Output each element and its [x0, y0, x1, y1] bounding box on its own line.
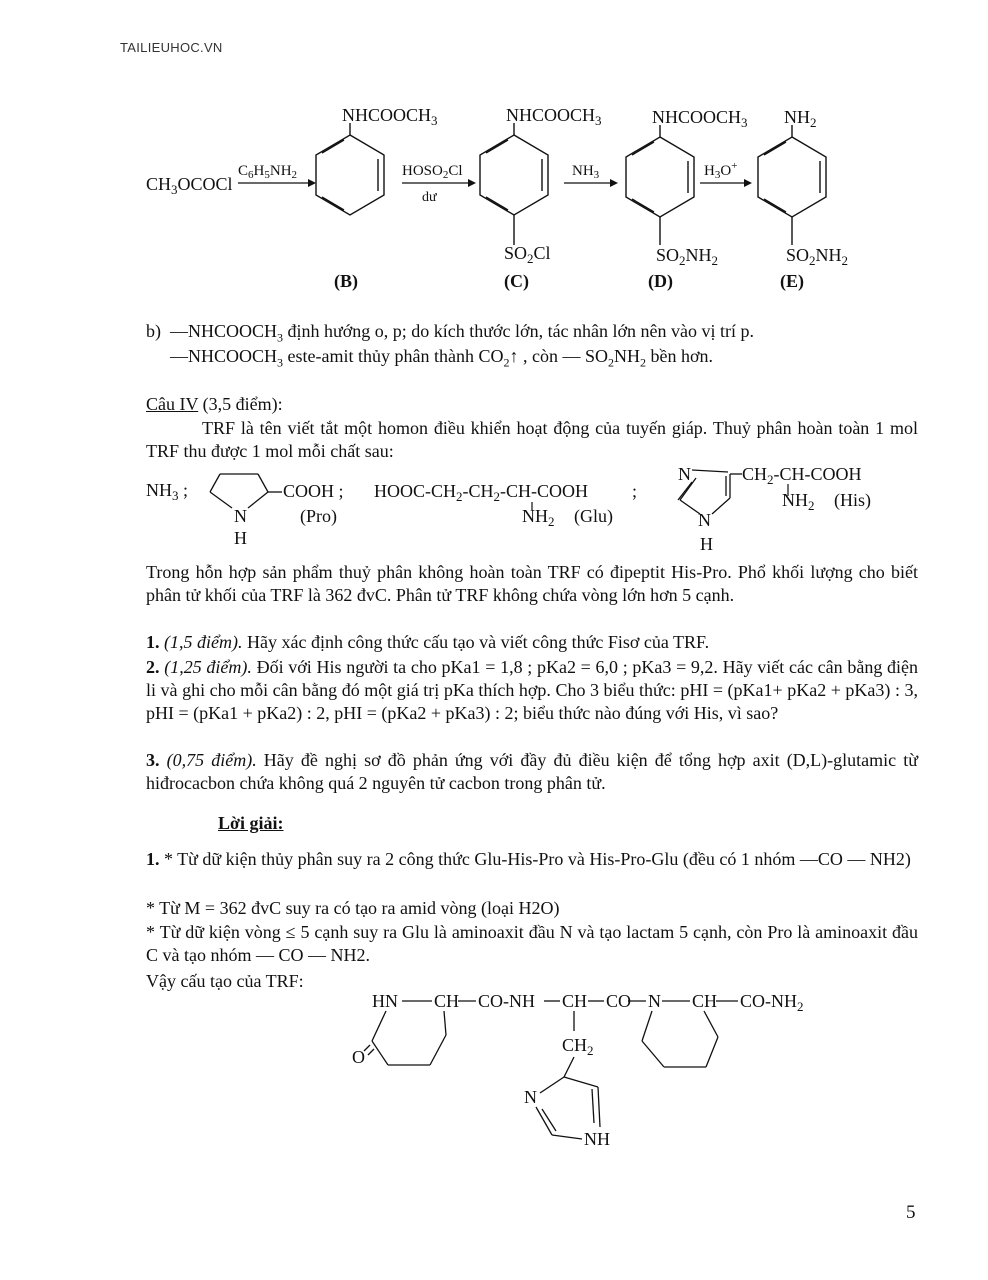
s1a-text: * Từ dữ kiện thủy phân suy ra 2 công thức Glu-His-Pro và His-Pro-Glu (đều có 1 nhóm —CO — NH2): [159, 849, 911, 869]
q2-text: Đối với His người ta cho pKa1 = 1,8 ; pKa2 = 6,0 ; pKa3 = 9,2. Hãy viết các cân bằng điện li và ghi cho mỗi cân bằng đó một giá trị pKa thích hợp. Cho 3 biểu thức: pHI = (pKa1+ pKa2 + pKa3) : 3, pHI = (pKa1 + pKa2) : 2, pHI = (pKa2 + pKa3) : 2; biểu thức nào đúng với His, vì sao?: [146, 657, 919, 723]
pro-label: (Pro): [300, 506, 337, 526]
subst-c-top: $NHCOOCH_3$: [506, 105, 602, 128]
hydrolysis-products: [140, 460, 900, 560]
site-header: TAILIEUHOC.VN: [120, 40, 223, 55]
trf-ch2-side: $CH_2$: [562, 1035, 594, 1058]
subst-d-bottom: $SO_2NH_2$: [656, 245, 719, 268]
s1-num: 1.: [146, 849, 160, 869]
question-points: (3,5 điểm):: [202, 394, 283, 414]
label-c: (C): [504, 271, 529, 291]
question-2: [146, 656, 918, 725]
his-chain: $CH_2-CH$-COOH: [742, 464, 862, 487]
arrow2-top: $HOSO_2Cl$: [402, 163, 463, 181]
benzene-ring-d: [626, 125, 694, 245]
arrow2-bottom: dư: [422, 190, 437, 205]
subst-c-bottom: $SO_2Cl$: [504, 243, 551, 266]
trf-ch3: CH: [692, 991, 718, 1011]
q1-points: (1,5 điểm).: [164, 632, 243, 652]
nh3: $NH_3$ ;: [146, 480, 189, 503]
arrow1-label: $C_6H_5NH_2$: [238, 163, 298, 181]
glu-formula: HOOC-$CH_2-CH_2-CH$-COOH: [374, 481, 589, 504]
glu-label: (Glu): [574, 506, 613, 526]
q3-text: Hãy đề nghị sơ đồ phản ứng với đầy đủ điều kiện để tổng hợp axit (D,L)-glutamic từ hiđrocacbon chứa không quá 2 nguyên tử cacbon trong phân tử.: [146, 750, 919, 793]
glu-nh2: $NH_2$: [522, 506, 555, 529]
subst-e-bottom: $SO_2NH_2$: [786, 245, 849, 268]
trf-imid-n: N: [524, 1087, 537, 1107]
trf-ch2: CH: [562, 991, 588, 1011]
label-b: (B): [334, 271, 358, 291]
question-intro: TRF là tên viết tắt một homon điều khiển hoạt động của tuyến giáp. Thuỷ phân hoàn toàn 1 mol TRF thu được 1 mol mỗi chất sau:: [146, 418, 918, 461]
reaction-scheme: [130, 95, 890, 305]
solution-1b: * Từ M = 362 đvC suy ra có tạo ra amid vòng (loại H2O): [146, 898, 560, 918]
question-3: [146, 749, 918, 795]
his-nh: N: [698, 510, 711, 530]
trf-conh: CO-NH: [478, 991, 535, 1011]
part-b-line2: $—NHCOOCH_3$ este-amit thủy phân thành $CO_2↑$ , còn — $SO_2NH_2$ bền hơn.: [170, 346, 713, 370]
question-paragraph: Trong hỗn hợp sản phẩm thuỷ phân không hoàn toàn TRF có đipeptit His-Pro. Phổ khối lượng cho biết phân tử khối của TRF là 362 đvC. Phân tử TRF không chứa vòng lớn hơn 5 cạnh.: [146, 562, 918, 605]
pro-cooh: COOH ;: [283, 481, 344, 501]
question-title: Câu IV: [146, 394, 199, 414]
arrow3-label: $NH_3$: [572, 163, 600, 181]
trf-o: O: [352, 1047, 365, 1067]
part-b-line1: b) $—NHCOOCH_3$ định hướng o, p; do kích thước lớn, tác nhân lớn nên vào vị trí p.: [146, 321, 755, 345]
label-e: (E): [780, 271, 804, 291]
q2-points: (1,25 điểm).: [164, 657, 252, 677]
q3-num: 3.: [146, 750, 160, 770]
solution-1d: Vậy cấu tạo của TRF:: [146, 971, 304, 991]
his-h: H: [700, 534, 713, 554]
trf-ch1: CH: [434, 991, 460, 1011]
q1-text: Hãy xác định công thức cấu tạo và viết công thức Fisơ của TRF.: [242, 632, 710, 652]
benzene-ring-e: [758, 125, 826, 245]
solution-1c: * Từ dữ kiện vòng ≤ 5 cạnh suy ra Glu là aminoaxit đầu N và tạo lactam 5 cạnh, còn Pro là aminoaxit đầu C và tạo nhóm — CO — NH2.: [146, 922, 918, 965]
benzene-ring-c: [480, 123, 548, 245]
trf-conh2: $CO-NH_2$: [740, 991, 804, 1014]
pro-n: N: [234, 506, 247, 526]
q1-num: 1.: [146, 632, 160, 652]
q3-points: (0,75 điểm).: [166, 750, 257, 770]
proline-ring: [210, 474, 282, 508]
arrow4-label: $H_3O^+$: [704, 160, 738, 181]
his-nh2: $NH_2$: [782, 490, 815, 513]
question-heading: [146, 393, 283, 416]
solution-1a: [146, 848, 918, 871]
trf-hn: HN: [372, 991, 398, 1011]
label-d: (D): [648, 271, 673, 291]
subst-b: $NHCOOCH_3$: [342, 105, 438, 128]
trf-co: CO: [606, 991, 632, 1011]
pro-h: H: [234, 528, 247, 548]
trf-structure: [330, 985, 830, 1155]
benzene-ring-b: [316, 123, 384, 215]
solution-title: Lời giải:: [218, 813, 284, 833]
glu-sep: ;: [632, 481, 638, 501]
his-label: (His): [834, 490, 871, 510]
trf-imid-nh: NH: [584, 1129, 610, 1149]
reagent-left: $CH_3OCOCl$: [146, 174, 233, 197]
subst-e-top: $NH_2$: [784, 107, 817, 130]
his-n: N: [678, 464, 691, 484]
q2-num: 2.: [146, 657, 160, 677]
page-number: 5: [906, 1202, 916, 1223]
subst-d-top: $NHCOOCH_3$: [652, 107, 748, 130]
trf-n: N: [648, 991, 661, 1011]
question-1: [146, 631, 918, 654]
